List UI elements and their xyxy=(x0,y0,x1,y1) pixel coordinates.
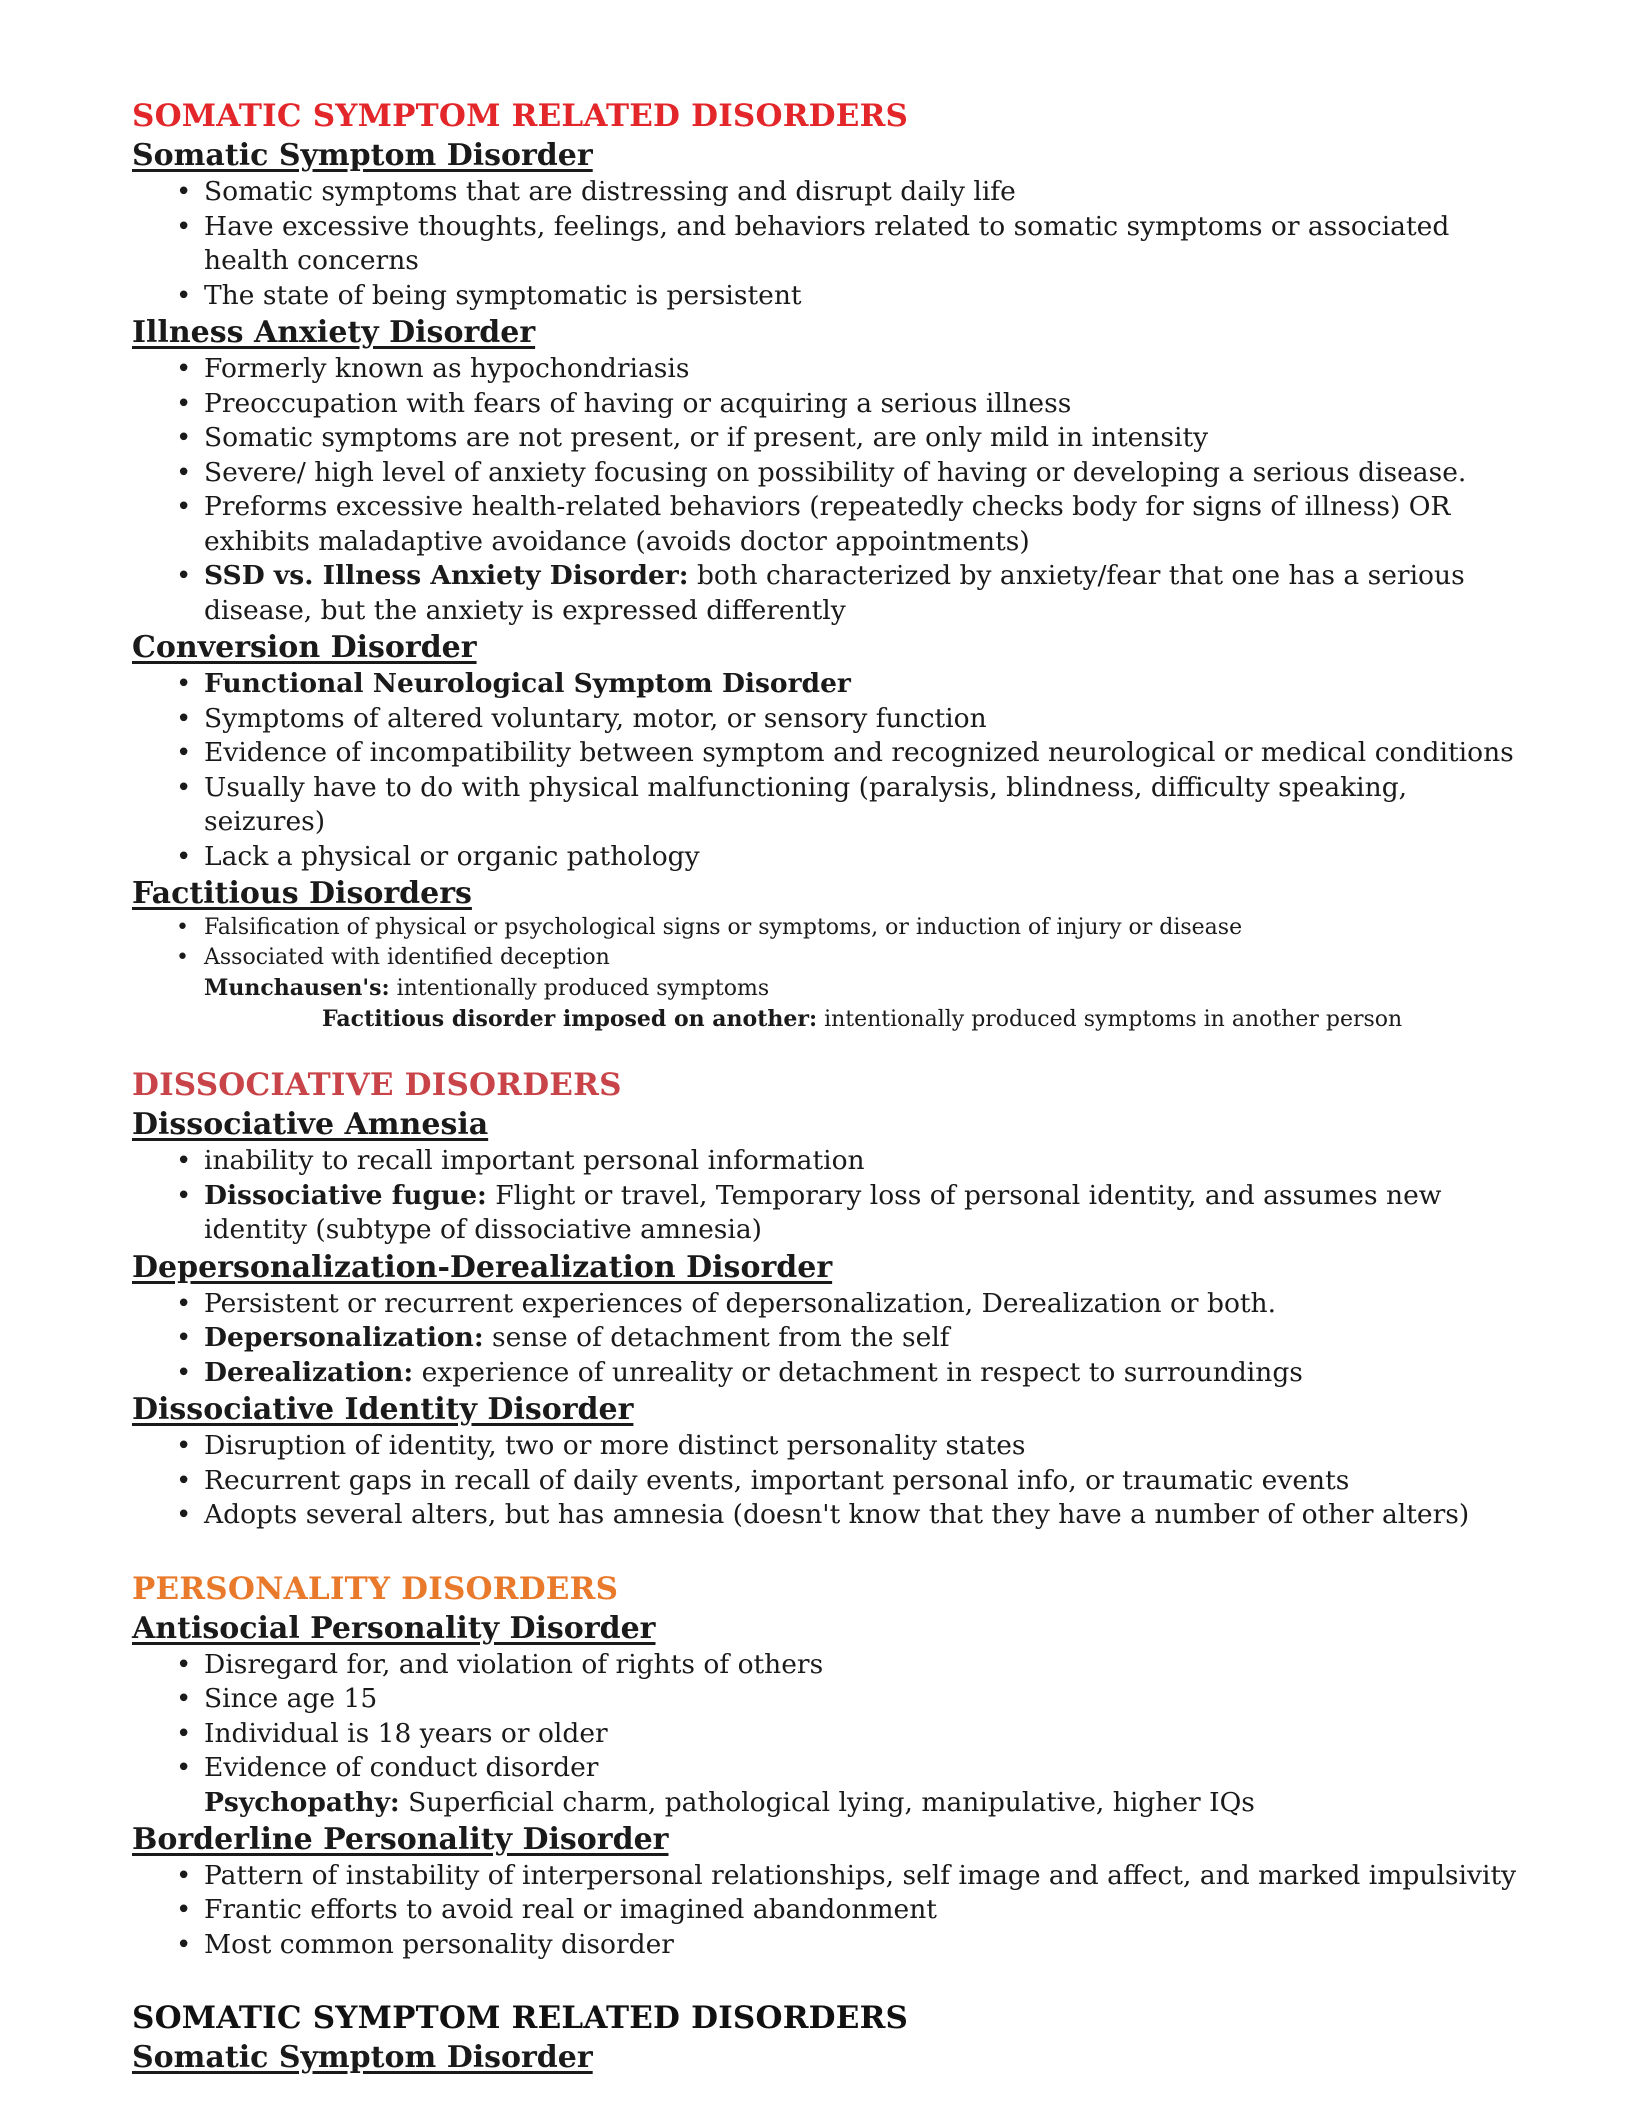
list-item-ssd-vs-iad xyxy=(132,559,1532,628)
psychopathy-note xyxy=(132,1786,1532,1820)
derealization-label: Derealization: xyxy=(204,1356,414,1388)
list-item-derealization xyxy=(132,1356,1532,1391)
list-factitious-disorders xyxy=(132,913,1532,973)
document-page xyxy=(132,96,1532,2077)
list-item: • Frantic efforts to avoid real or imagined abandonment xyxy=(132,1893,1532,1928)
list-item: • Usually have to do with physical malfunctioning (paralysis, blindness, difficulty speaking, seizures) xyxy=(132,771,1532,840)
ssd-vs-iad-text: both characterized by anxiety/fear that one has a serious disease, but the anxiety is expressed differently xyxy=(204,560,1465,626)
list-item: • inability to recall important personal information xyxy=(132,1144,1532,1179)
list-item: • Evidence of incompatibility between symptom and recognized neurological or medical conditions xyxy=(132,736,1532,771)
list-item: • Recurrent gaps in recall of daily events, important personal info, or traumatic events xyxy=(132,1464,1532,1499)
heading-somatic-symptom-disorder: Somatic Symptom Disorder xyxy=(132,138,593,173)
list-item: • Lack a physical or organic pathology xyxy=(132,840,1532,875)
munchausen-label: Munchausen's: xyxy=(204,975,390,1001)
heading-dissociative-amnesia: Dissociative Amnesia xyxy=(132,1107,489,1142)
section-title-dissociative: DISSOCIATIVE DISORDERS xyxy=(132,1067,622,1103)
imposed-on-another-note xyxy=(132,1004,1532,1035)
psychopathy-text: Superficial charm, pathological lying, manipulative, higher IQs xyxy=(399,1786,1255,1818)
list-item: • Falsification of physical or psychological signs or symptoms, or induction of injury or disease xyxy=(132,913,1532,943)
list-somatic-symptom-disorder xyxy=(132,175,1532,313)
list-item: • Pattern of instability of interpersonal relationships, self image and affect, and marked impulsivity xyxy=(132,1859,1532,1894)
list-dissociative-amnesia xyxy=(132,1144,1532,1248)
fugue-label: Dissociative fugue: xyxy=(204,1179,487,1211)
heading-dissociative-identity-disorder: Dissociative Identity Disorder xyxy=(132,1392,634,1427)
list-illness-anxiety-disorder xyxy=(132,352,1532,628)
heading-somatic-symptom-disorder-repeat: Somatic Symptom Disorder xyxy=(132,2040,593,2075)
ssd-vs-iad-label: SSD vs. Illness Anxiety Disorder: xyxy=(204,560,689,591)
list-item: • Formerly known as hypochondriasis xyxy=(132,352,1532,387)
heading-illness-anxiety-disorder: Illness Anxiety Disorder xyxy=(132,315,536,350)
list-item-depersonalization xyxy=(132,1321,1532,1356)
list-item: • Associated with identified deception xyxy=(132,943,1532,973)
munchausen-note xyxy=(132,973,1532,1004)
list-antisocial-personality-disorder xyxy=(132,1648,1532,1786)
list-depersonalization-derealization xyxy=(132,1287,1532,1391)
heading-conversion-disorder: Conversion Disorder xyxy=(132,630,477,665)
list-item: • Somatic symptoms that are distressing and disrupt daily life xyxy=(132,175,1532,210)
list-item: • Disruption of identity, two or more distinct personality states xyxy=(132,1429,1532,1464)
fnsd-label: Functional Neurological Symptom Disorder xyxy=(204,668,851,699)
list-borderline-personality-disorder xyxy=(132,1859,1532,1963)
depersonalization-text: sense of detachment from the self xyxy=(483,1322,950,1353)
list-dissociative-identity-disorder xyxy=(132,1429,1532,1533)
list-item: • Disregard for, and violation of rights of others xyxy=(132,1648,1532,1683)
heading-borderline-personality-disorder: Borderline Personality Disorder xyxy=(132,1821,669,1857)
list-item: • Since age 15 xyxy=(132,1682,1532,1717)
section-title-somatic: SOMATIC SYMPTOM RELATED DISORDERS xyxy=(132,98,909,134)
fugue-text: Flight or travel, Temporary loss of personal identity, and assumes new identity (subtype of dissociative amnesia) xyxy=(204,1179,1442,1245)
list-item: • Have excessive thoughts, feelings, and behaviors related to somatic symptoms or associated health concerns xyxy=(132,210,1532,279)
list-conversion-disorder xyxy=(132,667,1532,874)
list-item: • Evidence of conduct disorder xyxy=(132,1751,1532,1786)
list-item: • Persistent or recurrent experiences of depersonalization, Derealization or both. xyxy=(132,1287,1532,1322)
list-item: • The state of being symptomatic is persistent xyxy=(132,279,1532,314)
list-item: • Individual is 18 years or older xyxy=(132,1717,1532,1752)
imposed-on-another-text: intentionally produced symptoms in another person xyxy=(817,1007,1403,1032)
heading-factitious-disorders: Factitious Disorders xyxy=(132,876,472,911)
list-item: • Preforms excessive health-related behaviors (repeatedly checks body for signs of illness) OR exhibits maladaptive avoidance (avoids doctor appointments) xyxy=(132,490,1532,559)
depersonalization-label: Depersonalization: xyxy=(204,1322,484,1353)
psychopathy-label: Psychopathy: xyxy=(204,1786,400,1818)
heading-antisocial-personality-disorder: Antisocial Personality Disorder xyxy=(132,1610,656,1646)
section-title-somatic-repeat: SOMATIC SYMPTOM RELATED DISORDERS xyxy=(132,2000,909,2036)
section-title-personality: PERSONALITY DISORDERS xyxy=(132,1570,619,1607)
list-item-fnsd xyxy=(132,667,1532,702)
list-item: • Adopts several alters, but has amnesia (doesn't know that they have a number of other alters) xyxy=(132,1498,1532,1533)
spacer xyxy=(132,1962,1532,1998)
list-item-fugue xyxy=(132,1179,1532,1248)
list-item: • Preoccupation with fears of having or acquiring a serious illness xyxy=(132,387,1532,422)
list-item: • Somatic symptoms are not present, or if present, are only mild in intensity xyxy=(132,421,1532,456)
derealization-text: experience of unreality or detachment in respect to surroundings xyxy=(413,1356,1303,1388)
imposed-on-another-label: Factitious disorder imposed on another: xyxy=(322,1006,818,1032)
list-item: • Severe/ high level of anxiety focusing on possibility of having or developing a serious disease. xyxy=(132,456,1532,491)
list-item: • Symptoms of altered voluntary, motor, or sensory function xyxy=(132,702,1532,737)
heading-depersonalization-derealization: Depersonalization-Derealization Disorder xyxy=(132,1249,833,1285)
spacer xyxy=(132,1035,1532,1065)
spacer xyxy=(132,1533,1532,1569)
list-item: • Most common personality disorder xyxy=(132,1928,1532,1963)
munchausen-text: intentionally produced symptoms xyxy=(389,976,770,1001)
